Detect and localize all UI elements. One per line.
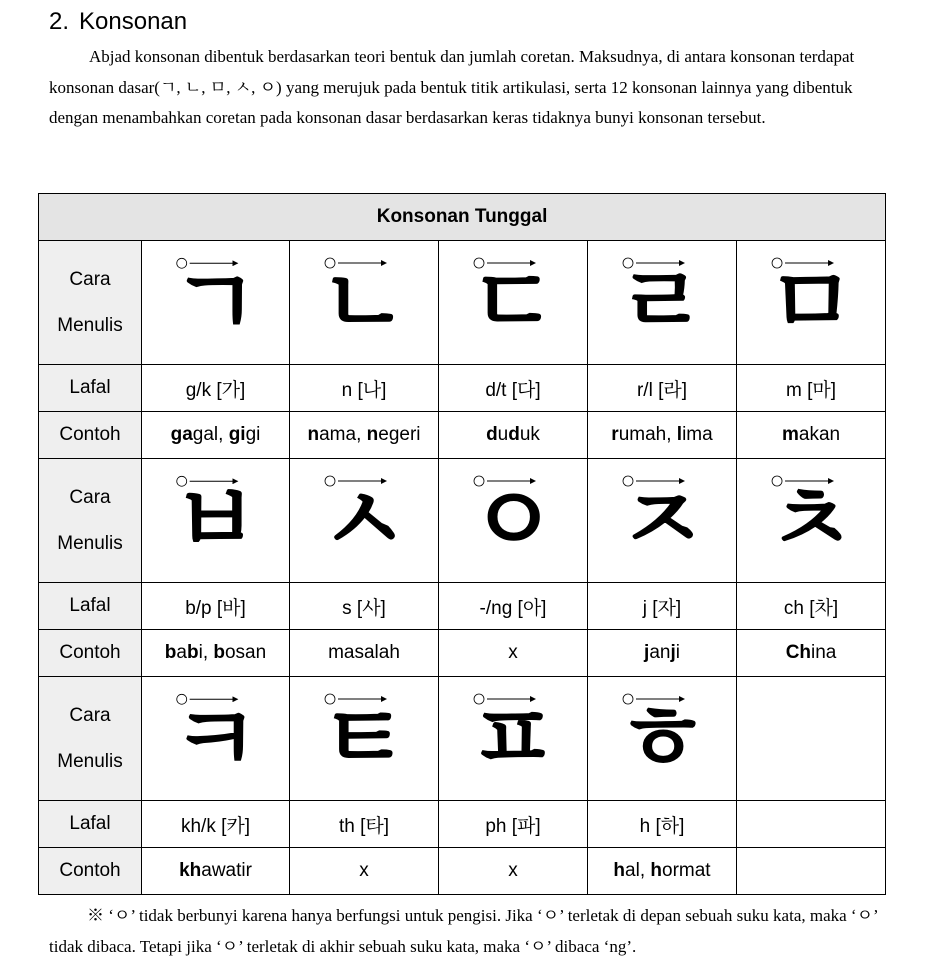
example-cell: [588, 412, 737, 459]
example-fragment: ga: [170, 424, 193, 445]
example-cell: [439, 848, 588, 895]
writing-cell: [737, 677, 886, 801]
example-fragment: h: [650, 860, 662, 881]
hangul-glyph: ㄷ: [468, 248, 558, 356]
hangul-glyph: ㅈ: [617, 466, 707, 574]
pronunciation-cell: [737, 801, 886, 848]
example-fragment: j: [670, 642, 676, 663]
example-fragment: gi: [245, 424, 261, 445]
writing-cell: [439, 459, 588, 583]
writing-cell: [142, 459, 290, 583]
example-fragment: r: [611, 424, 619, 445]
writing-cell: [588, 459, 737, 583]
writing-row: [39, 677, 886, 801]
label-cara: Cara: [69, 486, 111, 508]
hangul-glyph: ㅌ: [319, 684, 409, 792]
hangul-glyph: ㅅ: [319, 466, 409, 574]
label-lafal: Lafal: [39, 583, 142, 630]
example-row: [39, 848, 886, 895]
example-fragment: uk: [519, 424, 540, 445]
label-lafal: Lafal: [39, 801, 142, 848]
writing-cell: [588, 677, 737, 801]
pronunciation-cell: g/k [가]: [142, 365, 290, 412]
example-fragment: a: [176, 642, 187, 663]
label-menulis: Menulis: [57, 750, 123, 772]
example-cell: [737, 412, 886, 459]
writing-row: [39, 241, 886, 365]
example-fragment: i: [675, 642, 680, 663]
example-fragment: ima: [682, 424, 713, 445]
example-fragment: egeri: [378, 424, 421, 445]
label-lafal: Lafal: [39, 365, 142, 412]
example-fragment: x: [508, 860, 518, 881]
consonant-table: [38, 193, 886, 895]
example-cell: [142, 848, 290, 895]
hangul-glyph: ㅂ: [171, 466, 260, 574]
example-fragment: x: [359, 860, 369, 881]
example-fragment: d: [508, 424, 520, 445]
writing-cell: [588, 241, 737, 365]
example-fragment: b: [186, 642, 199, 663]
example-fragment: ama,: [319, 424, 367, 445]
pronunciation-cell: b/p [바]: [142, 583, 290, 630]
writing-cell: [439, 241, 588, 365]
intro-paragraph-text: Abjad konsonan dibentuk berdasarkan teori bentuk dan jumlah coretan. Maksudnya, di antara konsonan terdapat konsonan dasar(ㄱ, ㄴ, ㅁ, ㅅ, ㅇ) yang merujuk pada bentuk titik artikulasi, serta 12 konsonan lainnya yang dibentuk dengan menambahkan coretan pada konsonan dasar berdasarkan keras tidaknya bunyi konsonan tersebut.: [49, 47, 855, 127]
example-fragment: m: [781, 424, 799, 445]
pronunciation-cell: r/l [라]: [588, 365, 737, 412]
example-fragment: ormat: [662, 860, 711, 881]
section-number: 2.: [49, 8, 70, 35]
example-fragment: i,: [198, 642, 214, 663]
hangul-glyph: ㅍ: [468, 684, 558, 792]
example-fragment: n: [307, 424, 320, 445]
example-fragment: gi: [228, 424, 246, 445]
label-contoh: Contoh: [39, 630, 142, 677]
writing-cell: [290, 677, 439, 801]
example-row: [39, 630, 886, 677]
section-heading: [49, 8, 187, 36]
example-fragment: gal,: [192, 424, 229, 445]
label-contoh: Contoh: [39, 848, 142, 895]
example-fragment: osan: [224, 642, 267, 663]
label-cara-menulis: [39, 241, 142, 365]
hangul-glyph: ㄹ: [617, 248, 707, 356]
footnote: [49, 900, 889, 962]
pronunciation-cell: ph [파]: [439, 801, 588, 848]
example-fragment: akan: [798, 424, 841, 445]
example-fragment: l: [676, 424, 683, 445]
writing-cell: [737, 241, 886, 365]
table-title: Konsonan Tunggal: [39, 194, 886, 241]
hangul-glyph: ㅊ: [766, 466, 856, 574]
pronunciation-cell: -/ng [아]: [439, 583, 588, 630]
hangul-glyph: ㅁ: [766, 248, 856, 356]
writing-cell: [439, 677, 588, 801]
example-fragment: Ch: [785, 642, 812, 663]
hangul-glyph: ㅋ: [171, 684, 260, 792]
example-fragment: b: [213, 642, 225, 663]
pronunciation-cell: d/t [다]: [439, 365, 588, 412]
hangul-glyph: ㄴ: [319, 248, 409, 356]
example-fragment: j: [644, 642, 650, 663]
label-cara: Cara: [69, 268, 111, 290]
pronunciation-row: [39, 365, 886, 412]
example-cell: [290, 848, 439, 895]
writing-cell: [142, 677, 290, 801]
pronunciation-cell: h [하]: [588, 801, 737, 848]
example-row: [39, 412, 886, 459]
example-fragment: an: [649, 642, 671, 663]
example-fragment: n: [366, 424, 379, 445]
pronunciation-cell: s [사]: [290, 583, 439, 630]
example-fragment: x: [508, 642, 518, 663]
example-cell: [439, 630, 588, 677]
example-fragment: kh: [179, 860, 202, 881]
label-cara: Cara: [69, 704, 111, 726]
example-cell: [290, 630, 439, 677]
example-cell: [588, 848, 737, 895]
label-menulis: Menulis: [57, 532, 123, 554]
example-cell: [737, 848, 886, 895]
label-cara-menulis: [39, 459, 142, 583]
example-fragment: ina: [811, 642, 837, 663]
writing-cell: [142, 241, 290, 365]
example-fragment: u: [497, 424, 509, 445]
example-cell: [588, 630, 737, 677]
example-cell: [142, 630, 290, 677]
label-cara-menulis: [39, 677, 142, 801]
intro-paragraph: [49, 42, 879, 134]
example-fragment: h: [613, 860, 626, 881]
pronunciation-cell: th [타]: [290, 801, 439, 848]
example-fragment: awatir: [201, 860, 252, 881]
section-title: Konsonan: [79, 8, 188, 35]
label-menulis: Menulis: [57, 314, 123, 336]
example-fragment: d: [486, 424, 498, 445]
label-contoh: Contoh: [39, 412, 142, 459]
writing-cell: [290, 241, 439, 365]
writing-cell: [290, 459, 439, 583]
footnote-text: ※ ‘ㅇ’ tidak berbunyi karena hanya berfungsi untuk pengisi. Jika ‘ㅇ’ terletak di depan sebuah suku kata, maka ‘ㅇ’ tidak dibaca. Tetapi jika ‘ㅇ’ terletak di akhir sebuah suku kata, maka ‘ㅇ’ dibaca ‘ng’.: [49, 906, 879, 956]
pronunciation-row: [39, 801, 886, 848]
example-cell: [142, 412, 290, 459]
pronunciation-row: [39, 583, 886, 630]
example-fragment: umah,: [618, 424, 677, 445]
example-fragment: al,: [625, 860, 651, 881]
pronunciation-cell: m [마]: [737, 365, 886, 412]
example-cell: [439, 412, 588, 459]
example-fragment: b: [164, 642, 177, 663]
example-fragment: masalah: [328, 642, 400, 663]
hangul-glyph: ㅎ: [617, 684, 707, 792]
example-cell: [737, 630, 886, 677]
pronunciation-cell: ch [차]: [737, 583, 886, 630]
hangul-glyph: ㅇ: [468, 466, 558, 574]
pronunciation-cell: n [나]: [290, 365, 439, 412]
pronunciation-cell: kh/k [카]: [142, 801, 290, 848]
example-cell: [290, 412, 439, 459]
pronunciation-cell: j [자]: [588, 583, 737, 630]
writing-row: [39, 459, 886, 583]
writing-cell: [737, 459, 886, 583]
hangul-glyph: ㄱ: [171, 248, 260, 356]
